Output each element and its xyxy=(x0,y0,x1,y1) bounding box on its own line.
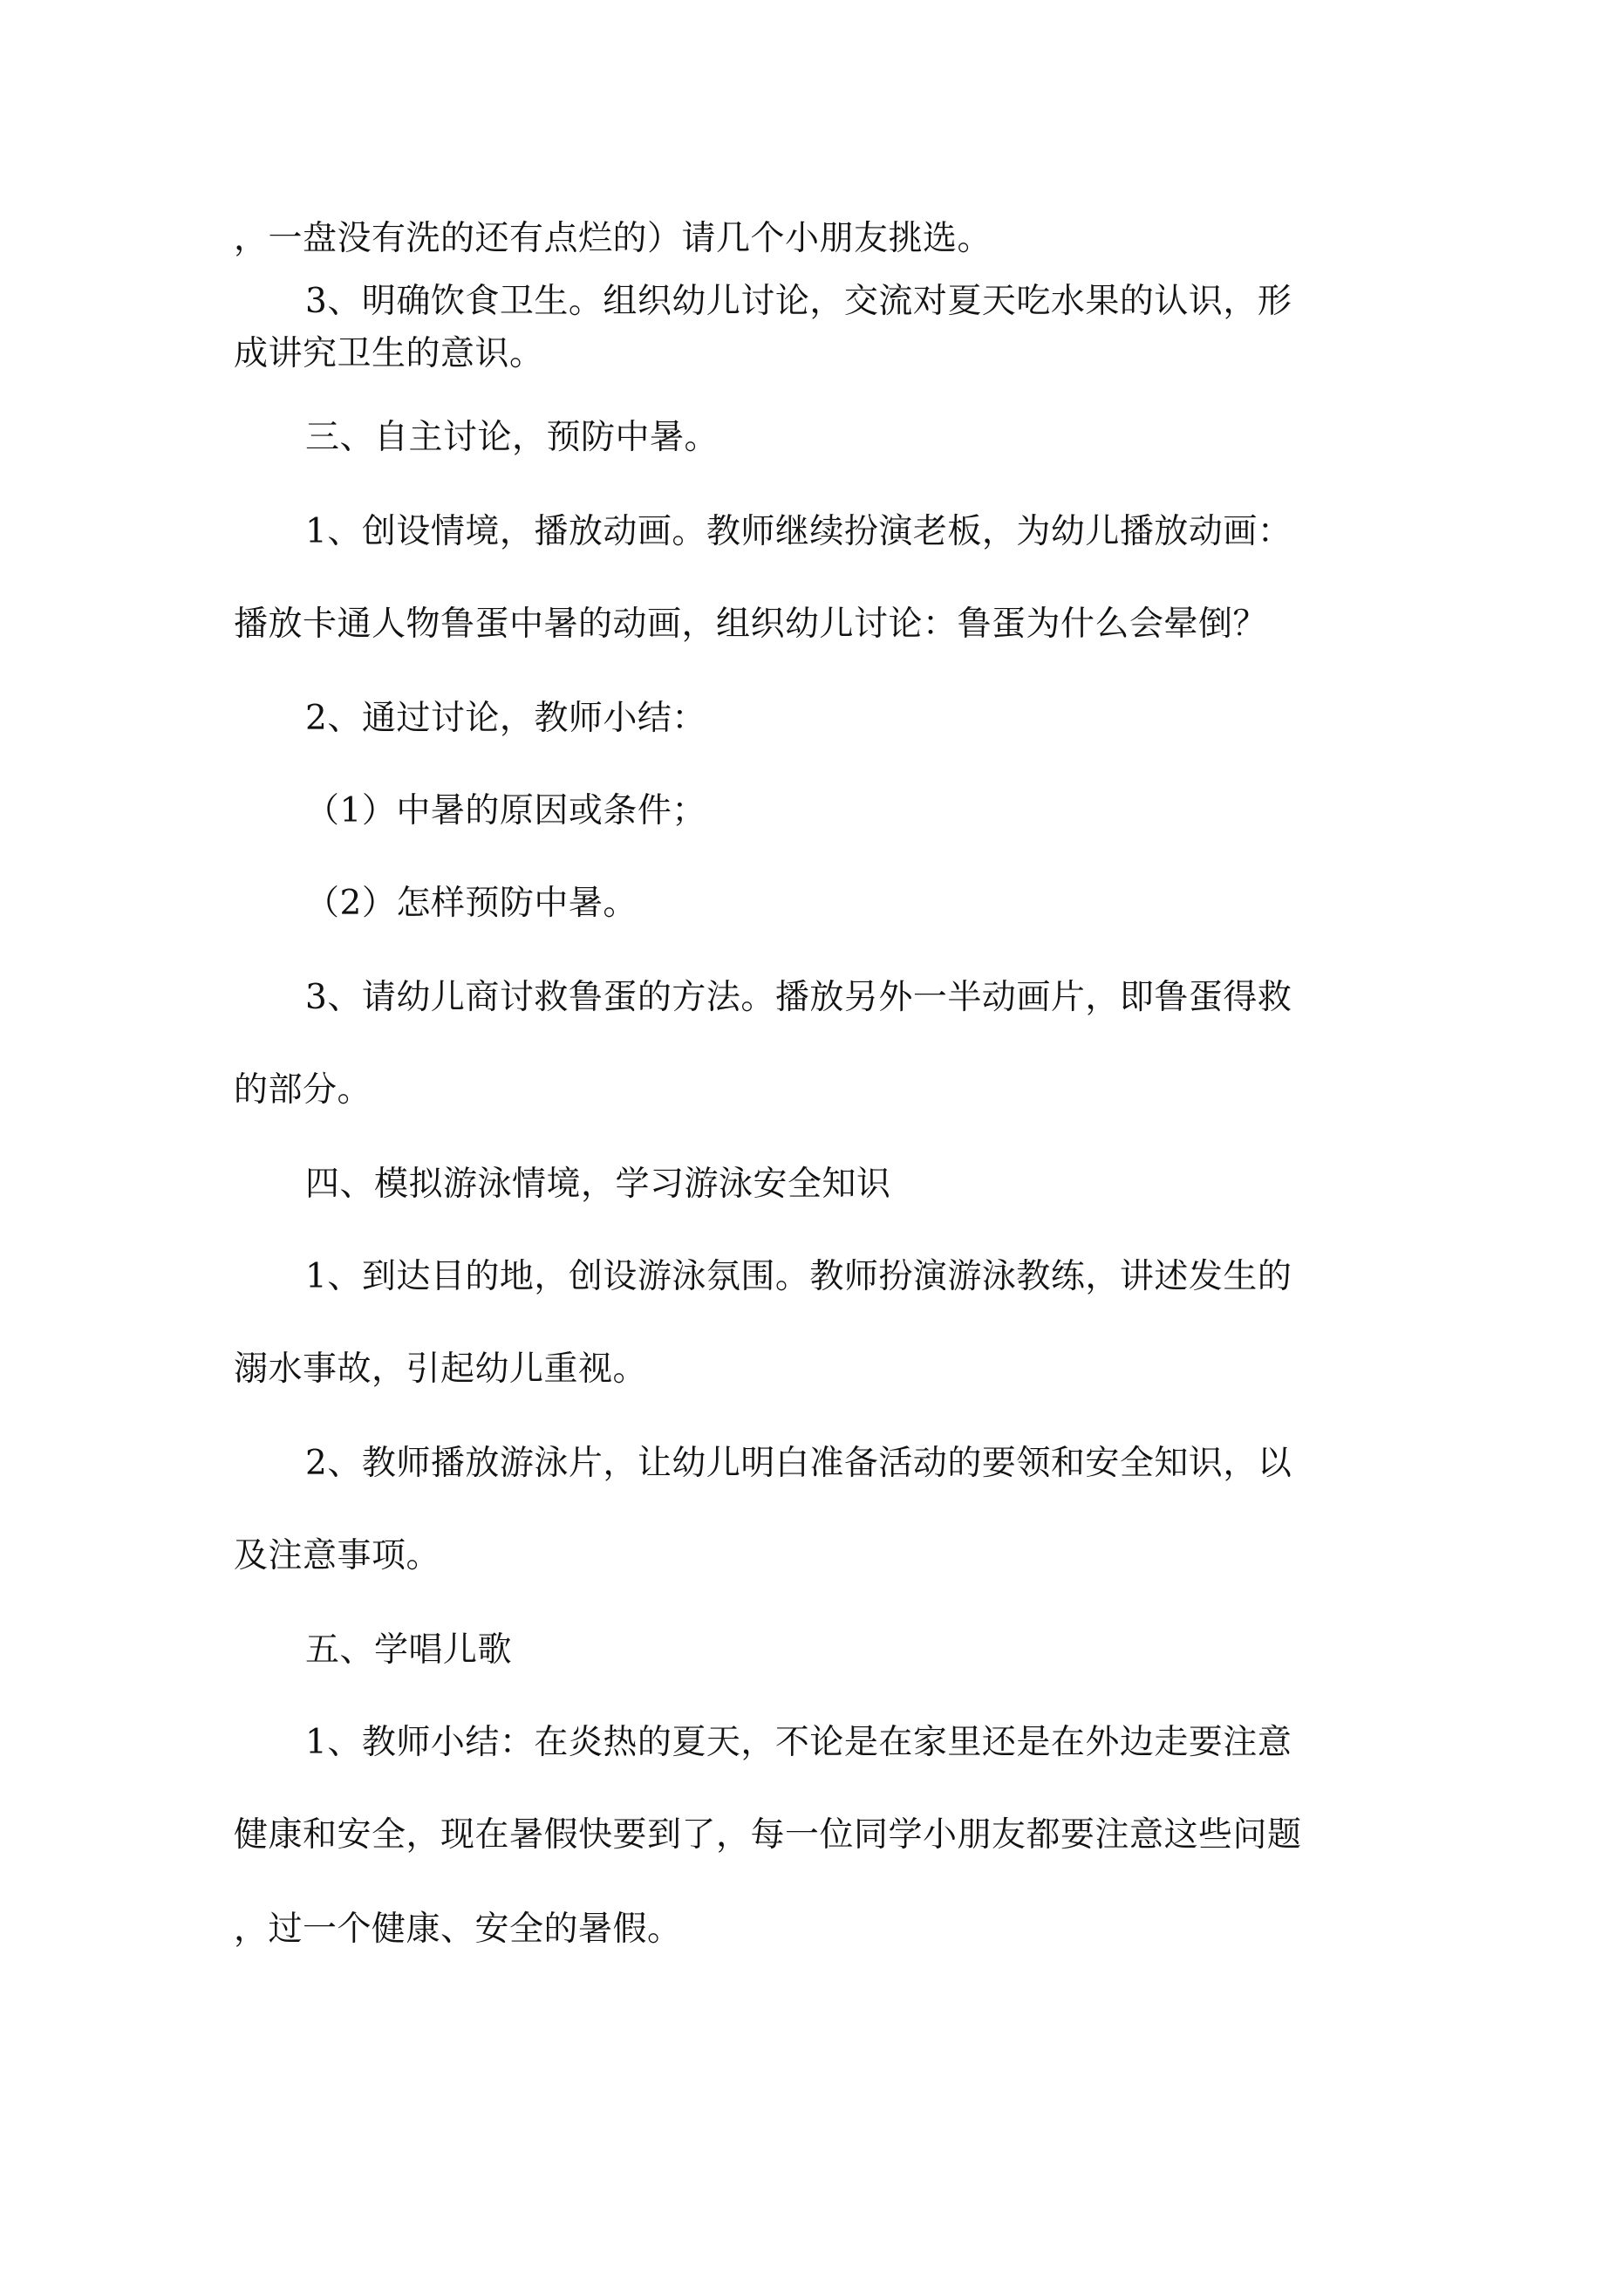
text-line-6: 播放卡通人物鲁蛋中暑的动画，组织幼儿讨论：鲁蛋为什么会晕倒？ xyxy=(234,605,1268,644)
text-line-1: ，一盘没有洗的还有点烂的）请几个小朋友挑选。 xyxy=(234,219,992,258)
section-heading-4: 四、模拟游泳情境，学习游泳安全知识 xyxy=(305,1165,891,1204)
section-heading-5: 五、学唱儿歌 xyxy=(305,1630,513,1670)
text-line-11: 的部分。 xyxy=(234,1070,372,1110)
text-line-9: （2）怎样预防中暑。 xyxy=(305,884,638,923)
text-line-5: 1、创设情境，播放动画。教师继续扮演老板，为幼儿播放动画： xyxy=(305,512,1292,551)
text-line-19: 健康和安全，现在暑假快要到了，每一位同学小朋友都要注意这些问题 xyxy=(234,1815,1302,1855)
text-line-2: 3、明确饮食卫生。组织幼儿讨论，交流对夏天吃水果的认识，形 xyxy=(305,282,1292,321)
text-line-16: 及注意事项。 xyxy=(234,1536,441,1575)
text-line-8: （1）中暑的原因或条件； xyxy=(305,791,706,830)
text-line-3: 成讲究卫生的意识。 xyxy=(234,334,544,373)
text-line-14: 溺水事故，引起幼儿重视。 xyxy=(234,1350,648,1389)
section-heading-3: 三、自主讨论，预防中暑。 xyxy=(305,418,719,457)
text-line-18: 1、教师小结：在炎热的夏天，不论是在家里还是在外边走要注意 xyxy=(305,1723,1292,1762)
text-line-10: 3、请幼儿商讨救鲁蛋的方法。播放另外一半动画片，即鲁蛋得救 xyxy=(305,978,1292,1017)
text-line-7: 2、通过讨论，教师小结： xyxy=(305,699,706,738)
text-line-20: ，过一个健康、安全的暑假。 xyxy=(234,1910,682,1949)
text-line-13: 1、到达目的地，创设游泳氛围。教师扮演游泳教练，讲述发生的 xyxy=(305,1257,1292,1296)
text-line-15: 2、教师播放游泳片，让幼儿明白准备活动的要领和安全知识，以 xyxy=(305,1444,1292,1483)
